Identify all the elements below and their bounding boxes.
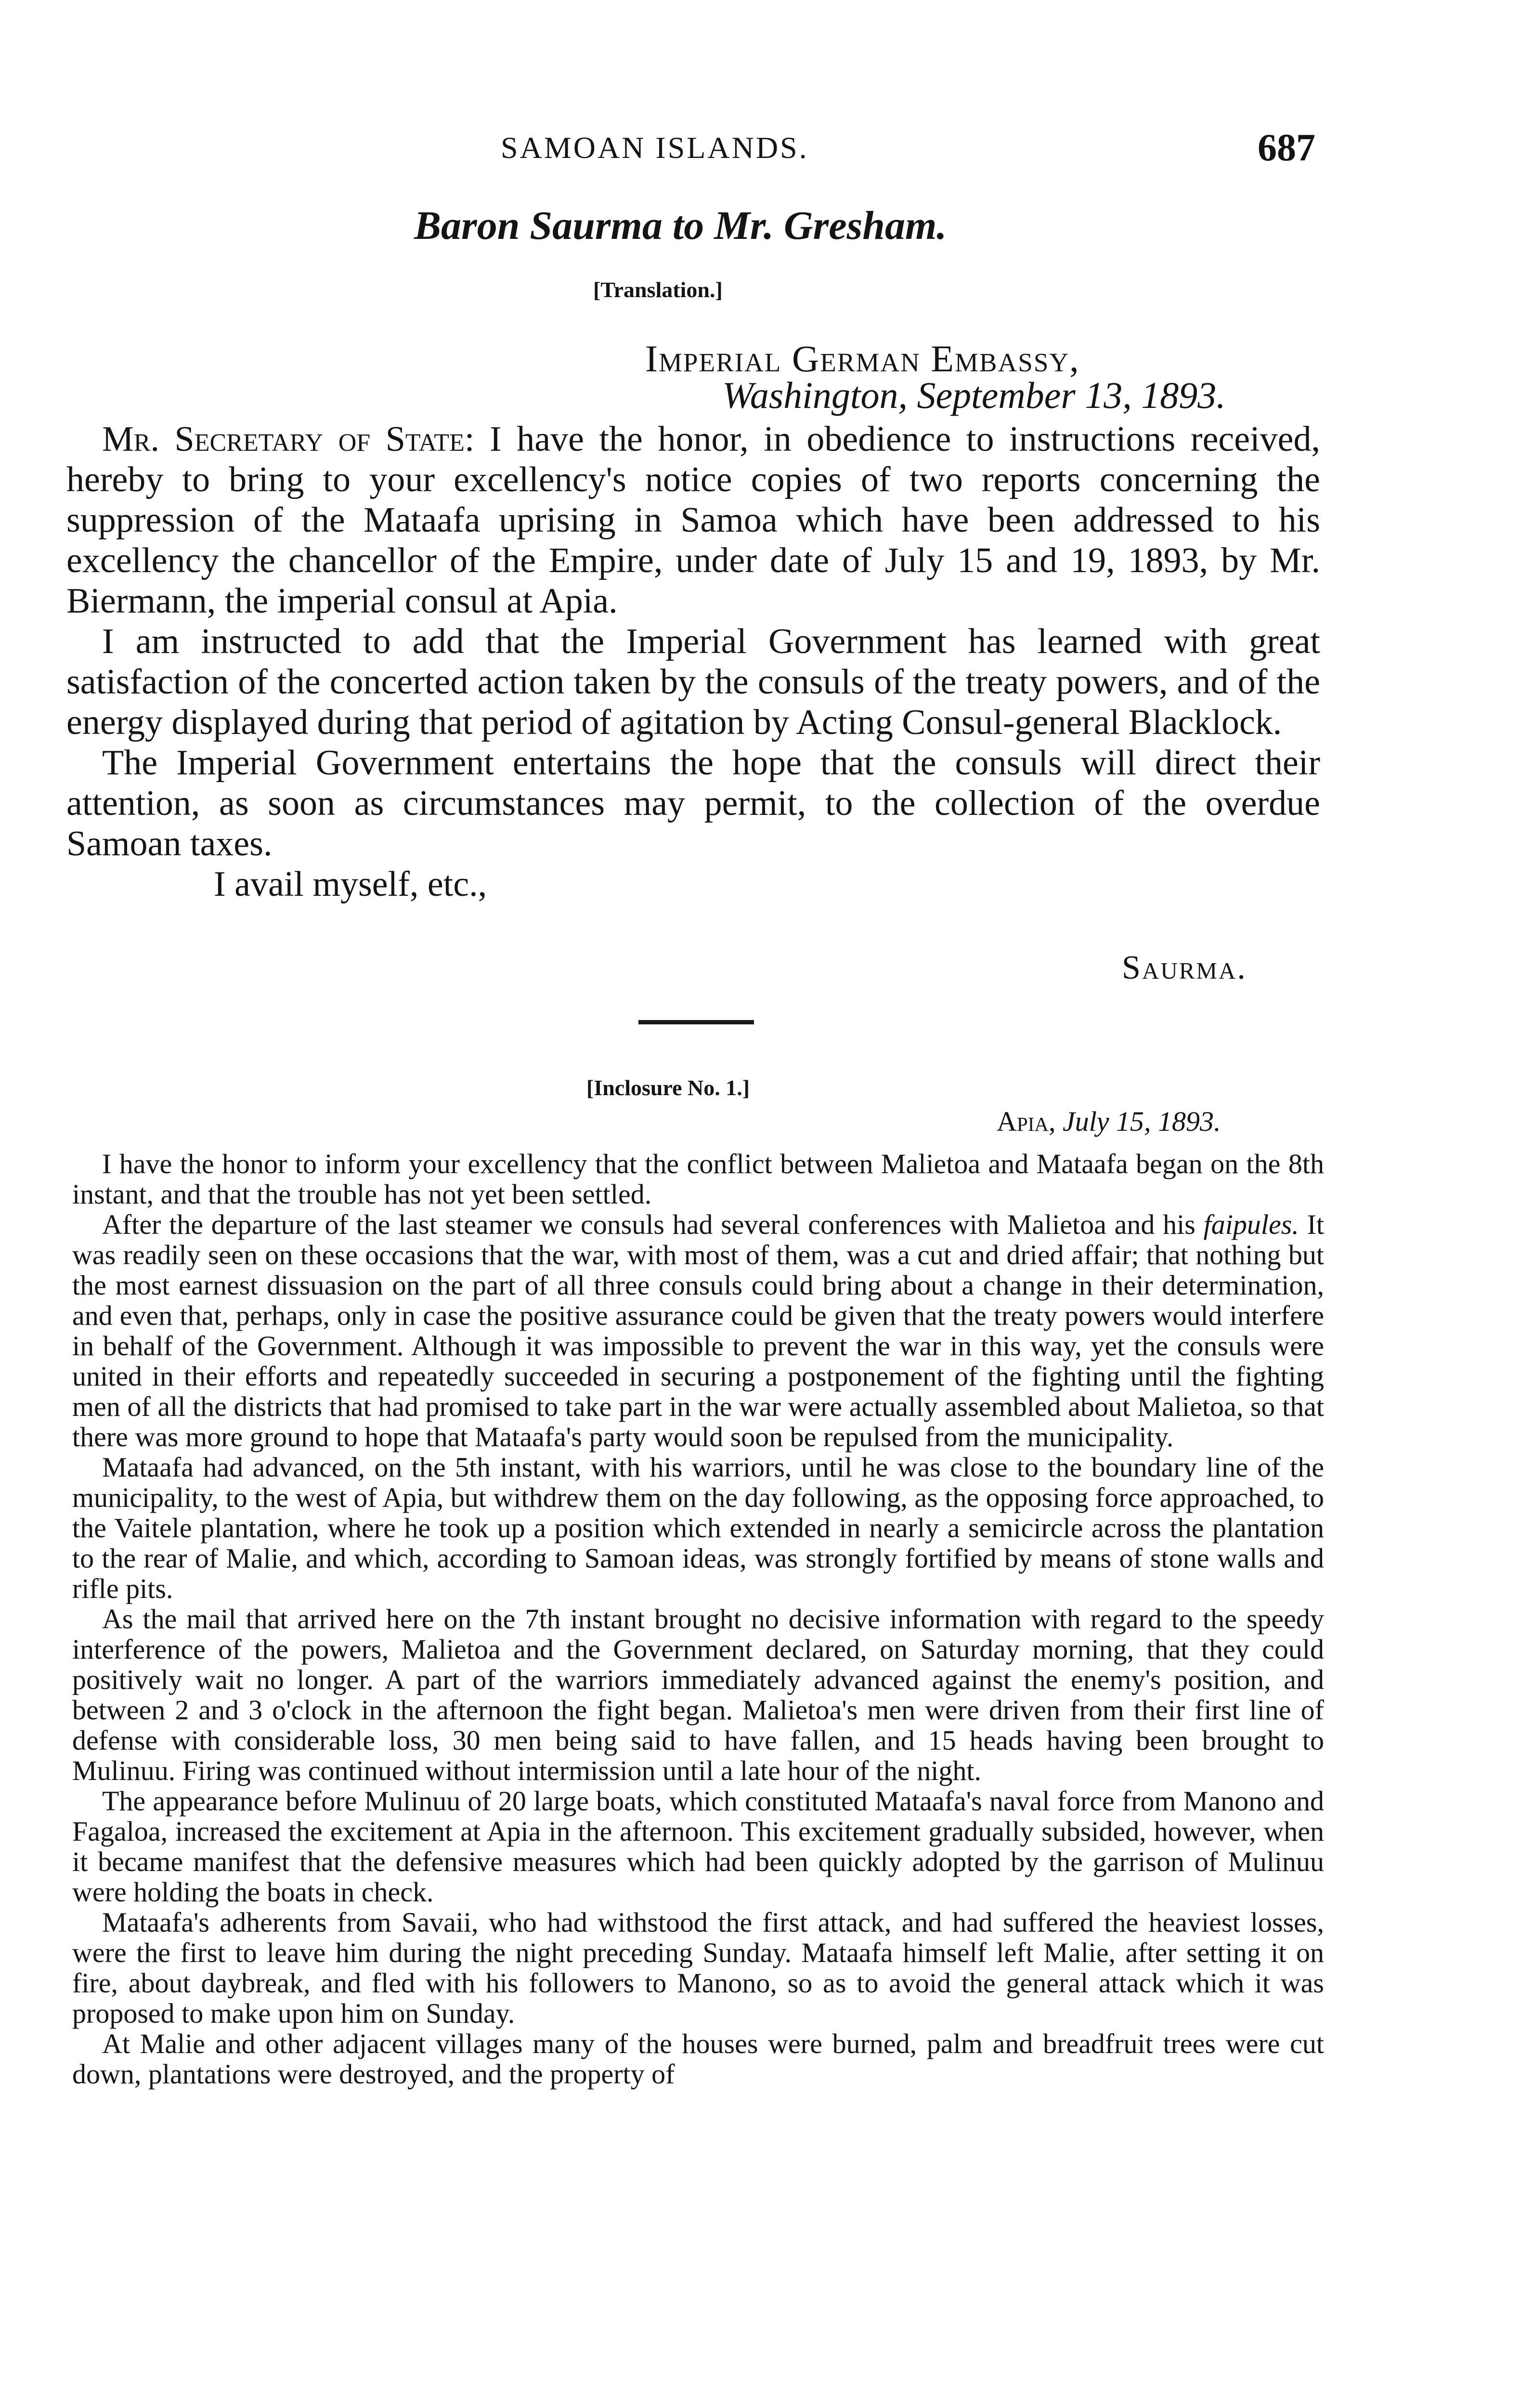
- letter-dateline: Washington, September 13, 1893.: [722, 374, 1226, 416]
- running-title: SAMOAN ISLANDS.: [501, 131, 809, 165]
- closing: I avail myself, etc.,: [214, 864, 487, 904]
- inclosure-paragraph: [72, 1209, 1324, 1452]
- inclosure-paragraph-text: After the departure of the last steamer we consuls had several conferences with Malietoa and his: [102, 1209, 1204, 1240]
- inclosure-paragraph-text: It was readily seen on these occasions that the war, with most of them, was a cut and dried affair; that nothing but the most earnest dissuasion on the part of all three consuls could bring about a change in their determination, and even that, perhaps, only in case the positive assurance could be given that the treaty powers would interfere in behalf of the Government. Although it was impossible to prevent the war in this way, yet the consuls were united in their efforts and repeatedly succeeded in securing a postponement of the fighting until the fighting men of all the districts that had promised to take part in the war were actually assembled about Malietoa, so that there was more ground to hope that Mataafa's party would soon be repulsed from the municipality.: [72, 1209, 1325, 1453]
- letter-paragraph: The Imperial Government entertains the hope that the consuls will direct their attention, as soon as circumstances may permit, to the collection of the overdue Samoan taxes.: [66, 743, 1320, 864]
- section-divider: [638, 1020, 754, 1024]
- signature: Saurma.: [1122, 949, 1247, 986]
- letter-paragraph-text: I have the honor, in obedience to instructions received, hereby to bring to your excellency's notice copies of two reports concerning the suppression of the Mataafa uprising in Samoa which have been addressed to his excellency the chancellor of the Empire, under date of July 15 and 19, 1893, by Mr. Biermann, the imperial consul at Apia.: [66, 419, 1321, 621]
- inclosure-paragraph: Mataafa had advanced, on the 5th instant, with his warriors, until he was close to the boundary line of the municipality, to the west of Apia, but withdrew them on the day following, as the opposing force approached, to the Vaitele plantation, where he took up a position which extended in nearly a semicircle across the plantation to the rear of Malie, and which, according to Samoan ideas, was strongly fortified by means of stone walls and rifle pits.: [72, 1452, 1324, 1604]
- italic-term: faipules.: [1203, 1209, 1299, 1240]
- inclosure-paragraph: I have the honor to inform your excellency that the conflict between Malietoa and Mataafa began on the 8th instant, and that the trouble has not yet been settled.: [72, 1148, 1324, 1210]
- inclosure-paragraph: Mataafa's adherents from Savaii, who had withstood the first attack, and had suffered the heaviest losses, were the first to leave him during the night preceding Sunday. Mataafa himself left Malie, after setting it on fire, about daybreak, and fled with his followers to Manono, so as to avoid the general attack which it was proposed to make upon him on Sunday.: [72, 1907, 1324, 2029]
- inclosure-paragraph: At Malie and other adjacent villages many of the houses were burned, palm and breadfruit trees were cut down, plantations were destroyed, and the property of: [72, 2028, 1324, 2090]
- page-number: 687: [1258, 127, 1315, 169]
- letter-title: Baron Saurma to Mr. Gresham.: [414, 203, 947, 248]
- letter-body: [66, 419, 1320, 904]
- embassy-heading: Imperial German Embassy,: [645, 338, 1080, 380]
- running-head: [0, 126, 1533, 170]
- inclosure-date: July 15, 1893.: [1062, 1106, 1221, 1137]
- inclosure-dateline: [997, 1105, 1221, 1138]
- inclosure-paragraph: As the mail that arrived here on the 7th instant brought no decisive information with regard to the speedy interference of the powers, Malietoa and the Government declared, on Saturday morning, that they could positively wait no longer. A part of the warriors immediately advanced against the enemy's position, and between 2 and 3 o'clock in the afternoon the fight began. Malietoa's men were driven from their first line of defense with considerable loss, 30 men being said to have fallen, and 15 heads having been brought to Mulinuu. Firing was continued without intermission until a late hour of the night.: [72, 1603, 1324, 1786]
- letter-paragraph: I am instructed to add that the Imperial Government has learned with great satisfaction of the concerted action taken by the consuls of the treaty powers, and of the energy displayed during that period of agitation by Acting Consul-general Blacklock.: [66, 622, 1320, 742]
- inclosure-body: [72, 1149, 1324, 2089]
- translation-note: [Translation.]: [593, 277, 723, 302]
- inclosure-paragraph: The appearance before Mulinuu of 20 large boats, which constituted Mataafa's naval force from Manono and Fagaloa, increased the excitement at Apia in the afternoon. This excitement gradually subsided, however, when it became manifest that the defensive measures which had been quickly adopted by the garrison of Mulinuu were holding the boats in check.: [72, 1785, 1324, 1908]
- salutation: Mr. Secretary of State:: [102, 419, 475, 459]
- inclosure-label: [Inclosure No. 1.]: [586, 1075, 750, 1100]
- letter-paragraph: [66, 419, 1320, 621]
- inclosure-place: Apia,: [997, 1106, 1056, 1137]
